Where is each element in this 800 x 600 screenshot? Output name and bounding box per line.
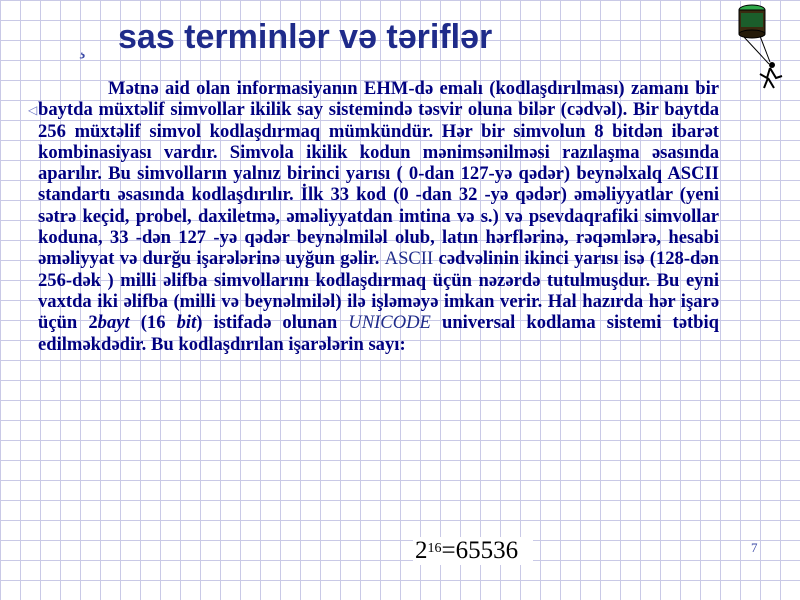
formula-base: 2 [415,537,428,564]
slide-title: sas terminlər vǝ tǝriflǝr [118,18,493,56]
ascii-term: ASCII [384,248,434,270]
title-bullet: ¸ [78,30,87,59]
page-number: 7 [751,540,758,555]
formula-box [413,537,533,565]
body-sentence-6: kodlaşdırılan işarǝlǝrin sayı: [178,333,406,355]
unicode-term: UNICODE [348,312,431,334]
body-sentence-5: universal kodlama sistemi tǝtbiq edilmǝkdǝdir. Bu [38,312,719,355]
body-text [38,78,719,355]
hanging-computer-clipart-icon [724,2,800,94]
line-marker-icon: ◁ [28,103,38,117]
body-sentence-1: Mǝtnǝ aid olan informasiyanın EHM-dǝ emalı (kodlaşdırılması) zamanı bir baytda müxtǝlif simvollar ikilik say sistemindǝ tǝsvir oluna bilǝr (cǝdvǝl). Bir baytda 256 müxtǝlif simvol kodlaşdırmaq mümkündür. Hǝr bir simvolun 8 bitdǝn ibarǝt kombinasiyası vardır. Simvola ikilik kodun mǝnimsǝnilmǝsi razılaşma ǝsasında aparılır. Bu simvolların yalnız birinci yarısı ( 0-dan 127-yǝ qǝdǝr) beynǝlxalq ASCII standartı ǝsasında kodlaşdırılır. İlk 33 kod (0 -dan 32 -yǝ qǝdǝr) ǝmǝliyyatlar (yeni sǝtrǝ keçid, probel, daxiletmǝ, ǝmǝliyyatdan imtina vǝ s.) vǝ psevdaqrafiki simvollar koduna, 33 -dǝn 127 -yǝ qǝdǝr beynǝlmilǝl olub, latın hǝrflǝrinǝ, rǝqǝmlǝrǝ, hesabi ǝmǝliyyat vǝ durğu işarǝlǝrinǝ uyğun gǝlir. [38,78,719,270]
bit-term: bit [176,312,197,334]
formula-exponent: 16 [427,541,442,556]
body-sentence-4: ) istifadǝ olunan [196,312,338,334]
body-sentence-3: (16 [140,312,166,334]
bayt-term: bayt [97,312,130,334]
formula-result: =65536 [441,537,519,564]
body-sentence-2: cǝdvǝlinin ikinci yarısı isǝ (128-dǝn 256-dǝk ) milli ǝlifba simvollarını kodlaşdırmaq üçün nǝzǝrdǝ tutulmuşdur. Bu eyni vaxtda iki ǝlifba (milli vǝ beynǝlmilǝl) ilǝ işlǝmǝyǝ imkan verir. Hal hazırda hǝr işarǝ üçün 2 [38,248,719,334]
